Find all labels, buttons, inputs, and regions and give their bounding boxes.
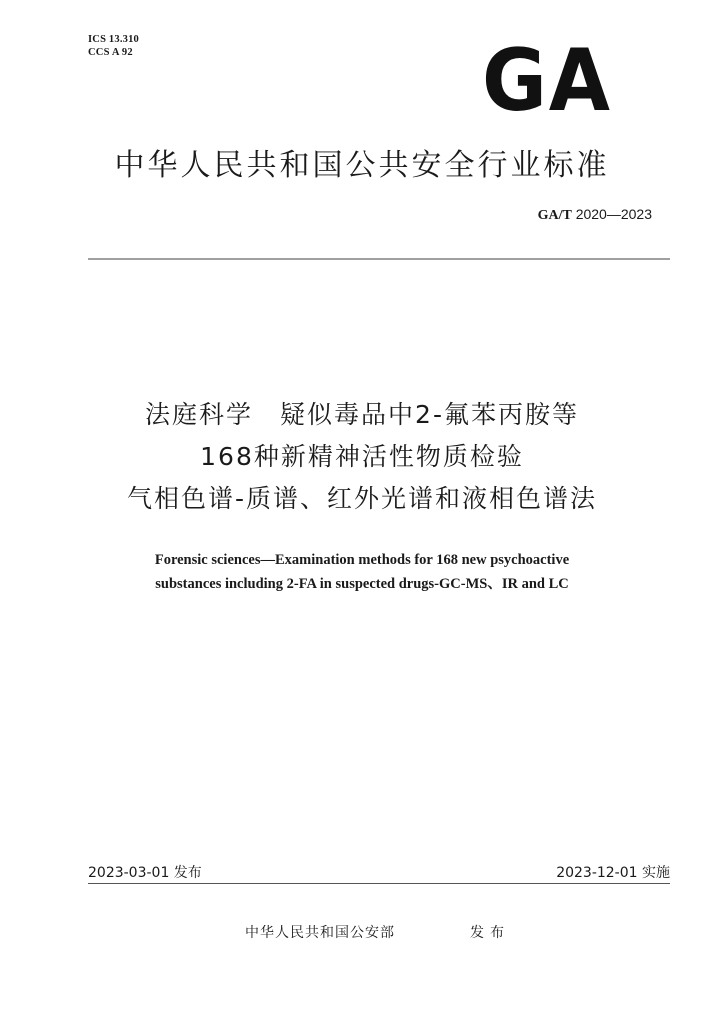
title-en-line-2: substances including 2-FA in suspected drugs-GC-MS、IR and LC bbox=[155, 576, 569, 592]
ga-logo: GA bbox=[482, 31, 612, 131]
classification-codes bbox=[88, 33, 139, 59]
implementation-date: 2023-12-01 实施 bbox=[556, 865, 670, 881]
document-title-english bbox=[0, 548, 724, 596]
standard-code-prefix: GA/T bbox=[537, 208, 572, 223]
issued-label: 发布 bbox=[470, 925, 510, 941]
publish-date: 2023-03-01 发布 bbox=[88, 865, 202, 881]
ics-code: ICS 13.310 bbox=[88, 34, 140, 45]
title-zh-line-3: 气相色谱-质谱、红外光谱和液相色谱法 bbox=[126, 484, 598, 513]
ccs-code: CCS A 92 bbox=[88, 47, 133, 58]
standard-title: 中华人民共和国公共安全行业标准 bbox=[114, 148, 610, 183]
document-title-chinese bbox=[0, 394, 724, 520]
header-divider bbox=[88, 258, 670, 260]
title-zh-line-1: 法庭科学 疑似毒品中2-氟苯丙胺等 bbox=[145, 400, 579, 429]
title-en-line-1: Forensic sciences—Examination methods for 168 new psychoactive bbox=[154, 552, 570, 568]
footer-divider bbox=[88, 883, 670, 884]
title-zh-line-2: 168种新精神活性物质检验 bbox=[200, 442, 524, 471]
standard-code-number: 2020—2023 bbox=[575, 206, 652, 222]
issuing-authority: 中华人民共和国公安部 bbox=[245, 925, 395, 941]
standard-code bbox=[538, 206, 652, 224]
